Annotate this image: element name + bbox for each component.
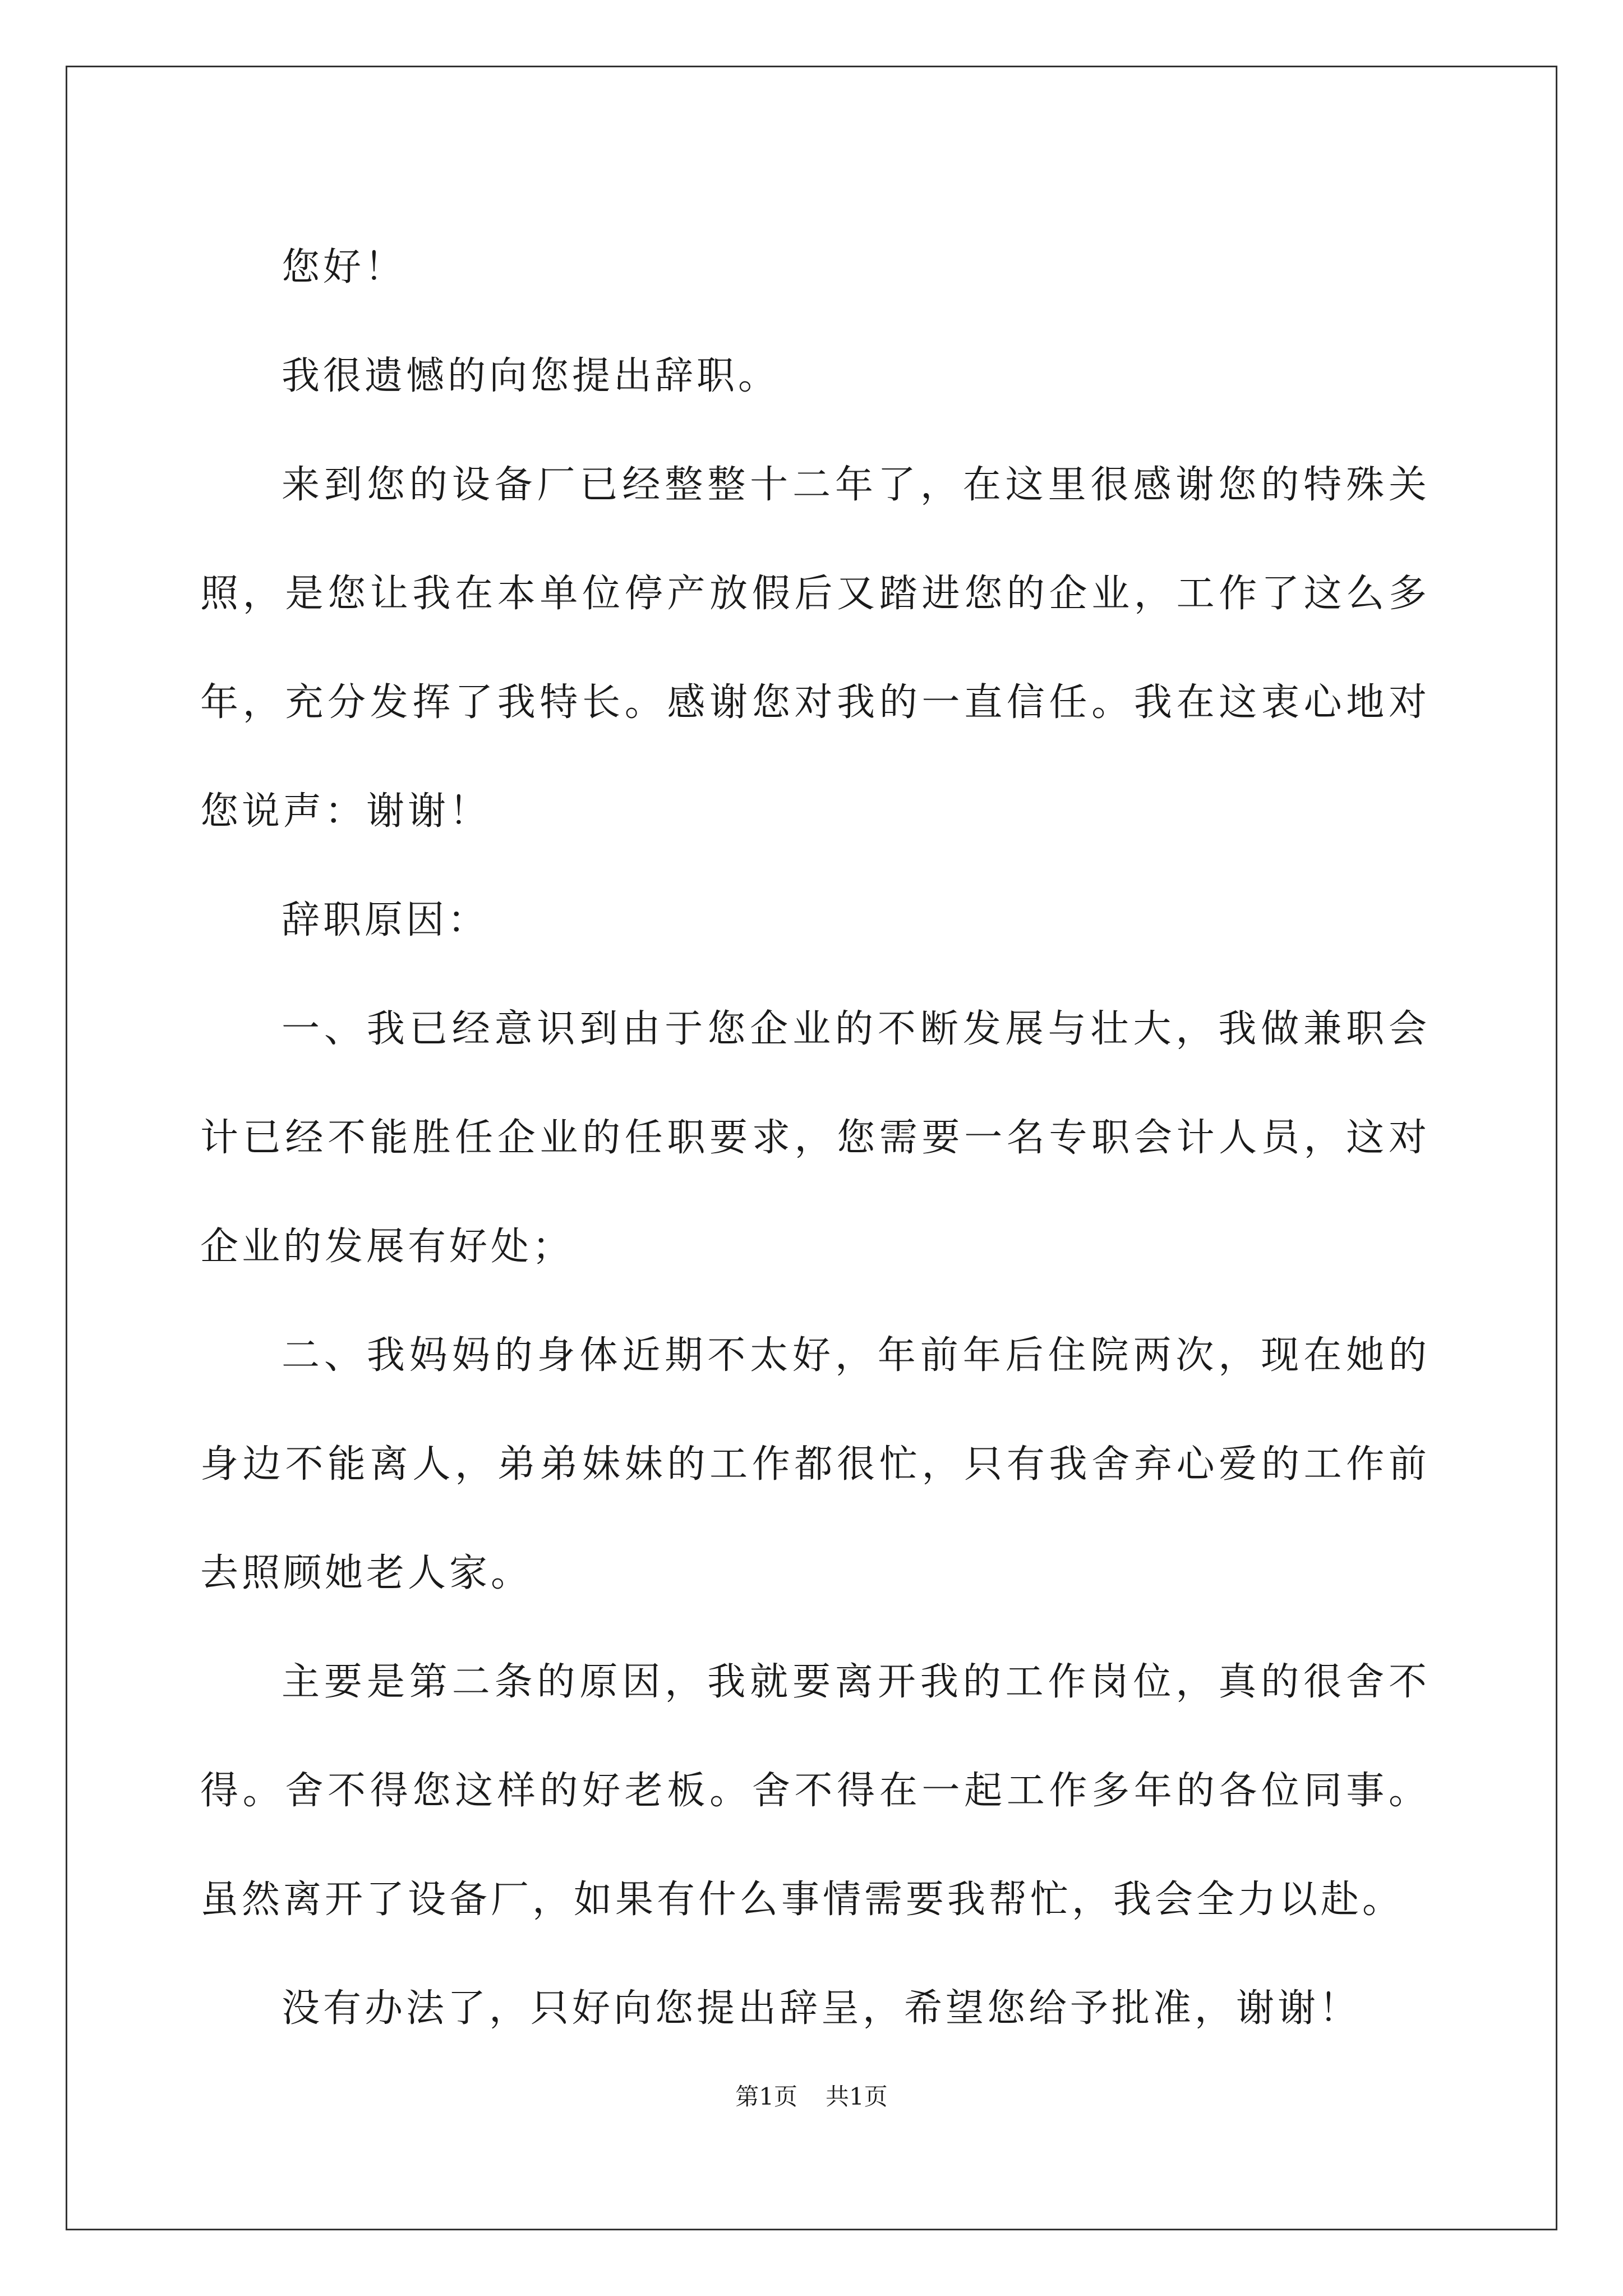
page-number-current: 第1页 (735, 2083, 797, 2110)
page-footer (0, 2080, 1623, 2114)
letter-paragraph-6: 主要是第二条的原因，我就要离开我的工作岗位，真的很舍不得。舍不得您这样的好老板。舍不得在一起工作多年的各位同事。虽然离开了设备厂，如果有什么事情需要我帮忙，我会全力以赴。 (200, 1660, 1430, 1922)
letter-paragraph-4: 一、我已经意识到由于您企业的不断发展与壮大，我做兼职会计已经不能胜任企业的任职要求，您需要一名专职会计人员，这对企业的发展有好处； (200, 1007, 1430, 1269)
letter-body (200, 213, 1430, 2063)
letter-paragraph-2: 来到您的设备厂已经整整十二年了，在这里很感谢您的特殊关照，是您让我在本单位停产放假后又踏进您的企业，工作了这么多年，充分发挥了我特长。感谢您对我的一直信任。我在这衷心地对您说声：谢谢！ (200, 463, 1430, 834)
letter-paragraph-1: 我很遗憾的向您提出辞职。 (282, 354, 780, 398)
letter-greeting: 您好！ (282, 245, 407, 289)
letter-paragraph-3: 辞职原因： (282, 898, 490, 942)
page-number-total: 共1页 (826, 2083, 888, 2110)
letter-paragraph-5: 二、我妈妈的身体近期不太好，年前年后住院两次，现在她的身边不能离人，弟弟妹妹的工作都很忙，只有我舍弃心爱的工作前去照顾她老人家。 (200, 1333, 1430, 1595)
letter-paragraph-7: 没有办法了，只好向您提出辞呈，希望您给予批准，谢谢！ (282, 1986, 1361, 2031)
